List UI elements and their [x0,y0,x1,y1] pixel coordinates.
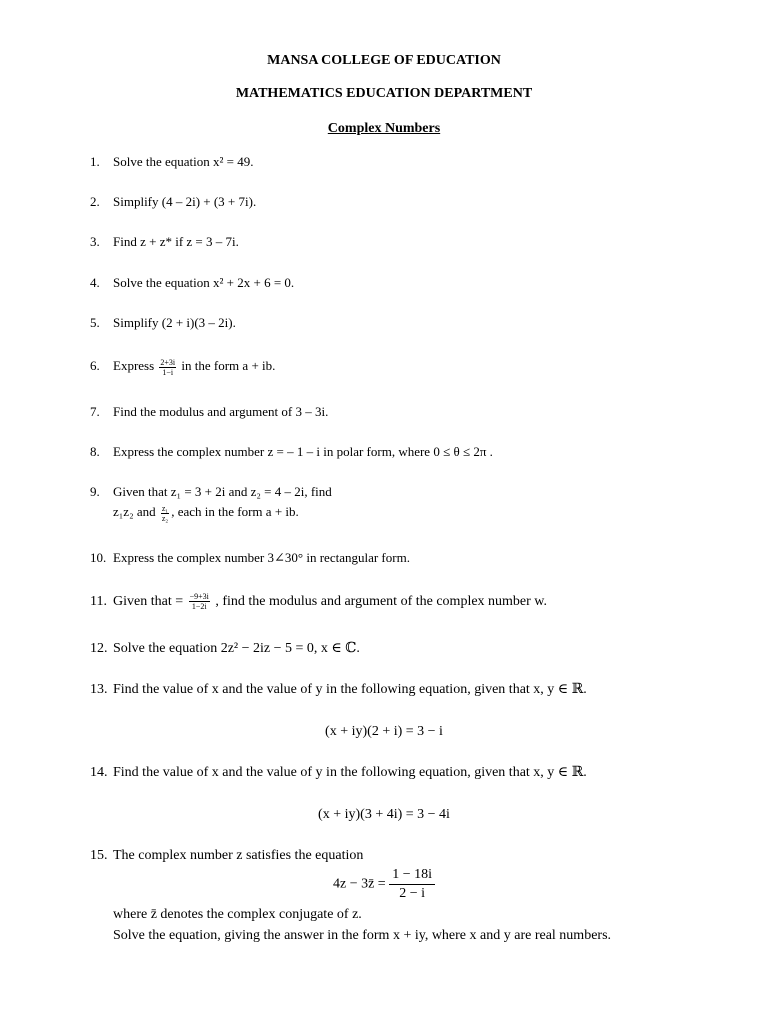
question-text: Express the complex number z = – 1 – i in polar form, where 0 ≤ θ ≤ 2π . [113,444,493,459]
question-text: Simplify (2 + i)(3 – 2i). [113,315,236,330]
question-8 [90,444,730,460]
question-text: The complex number z satisfies the equation [113,848,364,863]
question-text: Find the value of x and the value of y in the following equation, given that x, y ∈ ℝ. [113,682,587,697]
fraction [389,866,435,903]
question-number: 11. [90,594,107,609]
fraction-numerator: z₁ [161,503,169,513]
fraction-denominator: 1−2i [191,602,207,612]
question-text: Find the modulus and argument of 3 – 3i. [113,404,329,419]
fraction-numerator: −9+3i [189,592,209,602]
question-text-pre: z₁z₂ and [113,504,156,519]
question-6 [90,352,730,380]
question-text: Find z + z* if z = 3 – 7i. [113,234,239,249]
question-number: 1. [90,154,100,169]
fraction-denominator: z₂ [161,513,169,523]
question-text: Solve the equation x² + 2x + 6 = 0. [113,275,295,290]
fraction [189,592,210,611]
question-14 [90,765,730,781]
question-text-pre: Express [113,358,155,373]
question-text-post: in the form a + ib. [181,358,276,373]
topic-title: Complex Numbers [327,121,441,136]
question-number: 4. [90,275,100,290]
question-text: Given that z₁ = 3 + 2i and z₂ = 4 – 2i, find [113,484,332,499]
question-text-post: , each in the form a + ib. [171,504,299,519]
question-number: 5. [90,315,100,330]
question-number: 10. [90,550,107,565]
fraction-numerator: 1 − 18i [389,866,435,885]
question-13 [90,682,730,698]
equation-15 [0,866,768,903]
question-3 [90,234,730,250]
equation-13: (x + iy)(2 + i) = 3 − i [325,724,443,739]
question-11 [90,588,730,616]
question-4 [90,275,730,291]
fraction [159,358,176,377]
question-text: Solve the equation 2z² − 2iz − 5 = 0, x ∈ ℂ. [113,641,360,656]
question-number: 9. [90,484,100,499]
question-text-pre: Given that = [113,594,184,609]
question-1 [90,154,730,170]
question-text: Express the complex number 3∠30° in rectangular form. [113,550,410,565]
college-title: MANSA COLLEGE OF EDUCATION [267,53,501,68]
question-number: 15. [90,848,108,863]
question-text: Find the value of x and the value of y in the following equation, given that x, y ∈ ℝ. [113,765,587,780]
question-number: 14. [90,765,108,780]
question-text-post: , find the modulus and argument of the complex number w. [215,594,548,609]
fraction-numerator: 2+3i [160,357,176,367]
question-number: 12. [90,641,108,656]
equation-lhs: 4z − 3z̄ = [332,876,386,892]
question-7 [90,404,730,420]
question-number: 13. [90,682,108,697]
question-12 [90,641,730,657]
question-text: Solve the equation x² = 49. [113,154,254,169]
fraction-denominator: 1−i [162,367,174,377]
question-number: 2. [90,194,100,209]
question-number: 8. [90,444,100,459]
question-text: Simplify (4 – 2i) + (3 + 7i). [113,194,257,209]
question-number: 3. [90,234,100,249]
question-5 [90,315,730,331]
fraction-denominator: 2 − i [399,886,425,901]
question-15-line-3: Solve the equation, giving the answer in the form x + iy, where x and y are real numbers. [113,928,612,943]
question-2 [90,194,730,210]
equation-14: (x + iy)(3 + 4i) = 3 − 4i [318,807,450,822]
question-10 [90,550,730,566]
question-9-line-2 [113,498,299,526]
question-number: 6. [90,358,100,373]
question-number: 7. [90,404,100,419]
fraction [161,504,169,523]
question-15-line-2: where z̄ denotes the complex conjugate of z. [113,907,362,922]
department-title: MATHEMATICS EDUCATION DEPARTMENT [235,86,533,101]
question-15 [90,848,730,864]
